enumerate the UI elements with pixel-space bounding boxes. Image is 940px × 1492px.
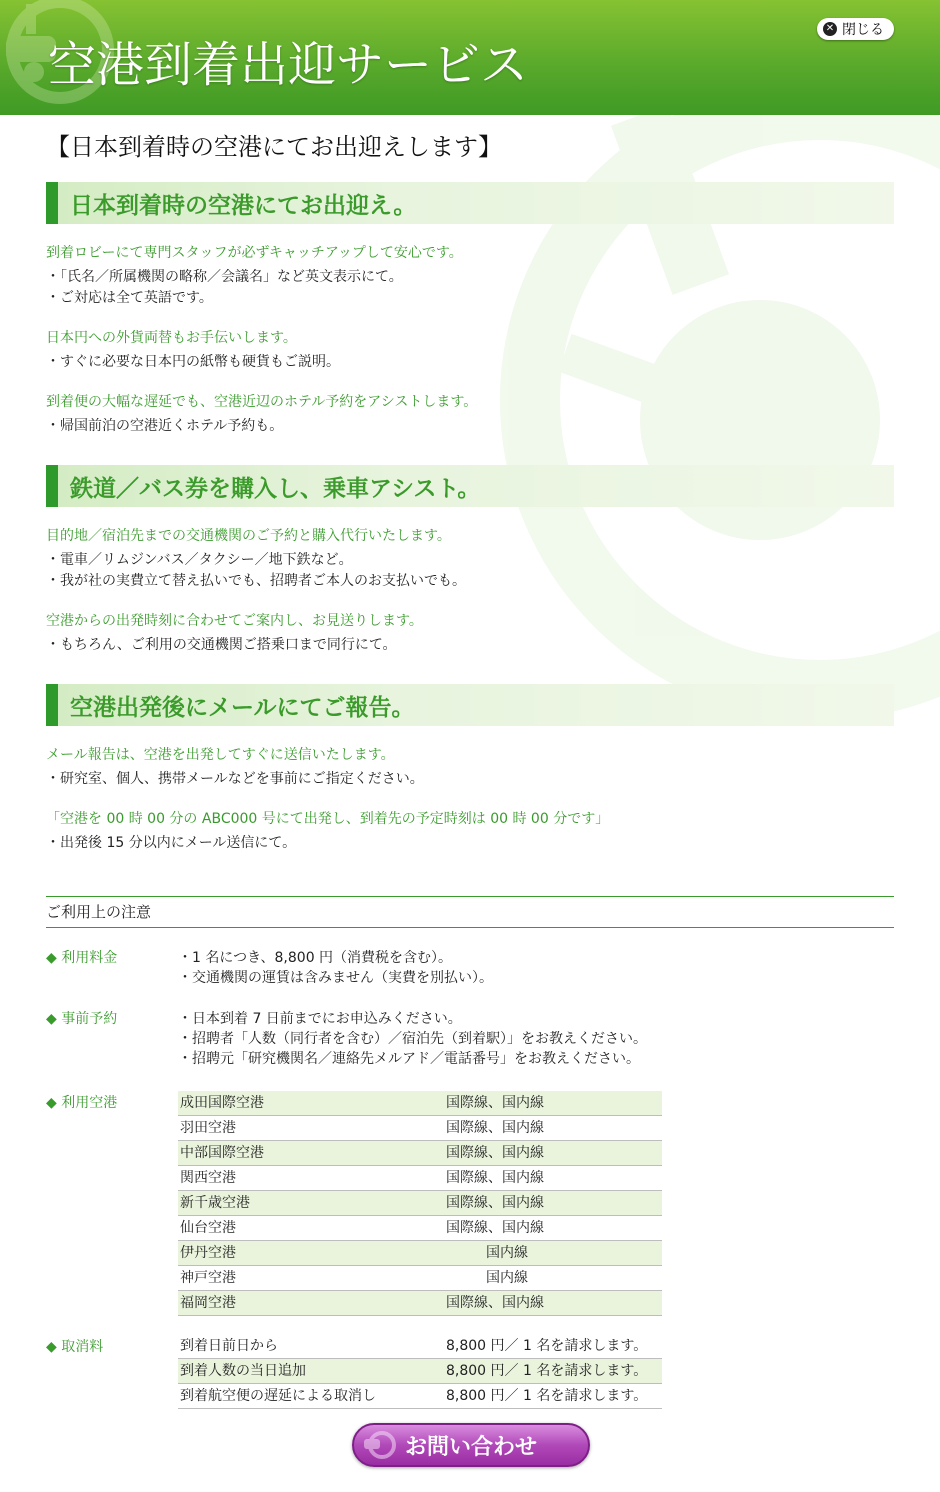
reservation-note	[46, 1009, 894, 1069]
airport-type: 国際線、国内線	[444, 1141, 662, 1166]
airport-type: 国際線、国内線	[444, 1291, 662, 1316]
section-item: ・帰国前泊の空港近くホテル予約も。	[46, 418, 284, 434]
table-row	[178, 1091, 662, 1116]
contact-button-label: お問い合わせ	[404, 1434, 537, 1460]
fee-line: ・1 名につき、8,800 円（消費税を含む）。	[178, 950, 453, 966]
cancel-case: 到着日前日から	[178, 1334, 444, 1359]
section-heading: 鉄道／バス券を購入し、乗車アシスト。	[46, 465, 894, 507]
section-item: ・もちろん、ご利用の交通機関ご搭乗口まで同行にて。	[46, 637, 397, 653]
table-row	[178, 1166, 662, 1191]
airport-name: 中部国際空港	[178, 1141, 444, 1166]
reservation-line: ・招聘者「人数（同行者を含む）／宿泊先（到着駅）」をお教えください。	[178, 1031, 647, 1047]
notes-title: ご利用上の注意	[46, 896, 894, 928]
table-row	[178, 1116, 662, 1141]
fee-label: ◆ 利用料金	[46, 950, 118, 966]
airport-name: 羽田空港	[178, 1116, 444, 1141]
cancel-case: 到着航空便の遅延による取消し	[178, 1384, 444, 1409]
section-lead: メール報告は、空港を出発してすぐに送信いたします。	[46, 747, 395, 763]
section-item: ・電車／リムジンバス／タクシー／地下鉄など。	[46, 552, 353, 568]
logo-emblem-icon	[360, 1429, 404, 1461]
table-row	[178, 1241, 662, 1266]
reservation-line: ・招聘元「研究機関名／連絡先メルアド／電話番号」をお教えください。	[178, 1051, 640, 1067]
reservation-line: ・日本到着 7 日前までにお申込みください。	[178, 1011, 462, 1027]
table-row	[178, 1291, 662, 1316]
close-button-label: 閉じる	[842, 22, 884, 38]
section-lead: 到着便の大幅な遅延でも、空港近辺のホテル予約をアシストします。	[46, 394, 478, 410]
airport-name: 新千歳空港	[178, 1191, 444, 1216]
airport-name: 仙台空港	[178, 1216, 444, 1241]
cancel-case: 到着人数の当日追加	[178, 1359, 444, 1384]
page-title: 空港到着出迎サービス	[48, 37, 529, 93]
section-lead: 日本円への外貨両替もお手伝いします。	[46, 330, 297, 346]
airport-type: 国内線	[444, 1266, 662, 1291]
section-item: ・すぐに必要な日本円の紙幣も硬貨もご説明。	[46, 354, 340, 370]
section-lead: 到着ロビーにて専門スタッフが必ずキャッチアップして安心です。	[46, 245, 463, 261]
section-lead: 空港からの出発時刻に合わせてご案内し、お見送りします。	[46, 613, 423, 629]
airport-type: 国際線、国内線	[444, 1191, 662, 1216]
section-item: ・出発後 15 分以内にメール送信にて。	[46, 835, 297, 851]
cancel-fee: 8,800 円／ 1 名を請求します。	[444, 1359, 662, 1384]
table-row	[178, 1384, 662, 1409]
cancel-fee: 8,800 円／ 1 名を請求します。	[444, 1334, 662, 1359]
cancel-label: ◆ 取消料	[46, 1339, 104, 1355]
close-button[interactable]	[817, 18, 894, 40]
airport-name: 関西空港	[178, 1166, 444, 1191]
contact-button[interactable]	[352, 1423, 590, 1467]
table-row	[178, 1216, 662, 1241]
table-row	[178, 1334, 662, 1359]
main-content	[46, 115, 894, 1409]
close-icon: ✕	[823, 22, 837, 36]
airports-label: ◆ 利用空港	[46, 1095, 118, 1111]
airports-table	[178, 1091, 662, 1316]
lead-title: 【日本到着時の空港にてお出迎えします】	[46, 133, 502, 161]
section-item: ・ご対応は全て英語です。	[46, 290, 213, 306]
section-item: ・研究室、個人、携帯メールなどを事前にご指定ください。	[46, 771, 424, 787]
contact-button-wrap	[352, 1423, 590, 1467]
fee-note	[46, 948, 894, 988]
table-row	[178, 1266, 662, 1291]
reservation-label: ◆ 事前予約	[46, 1011, 118, 1027]
page-header	[0, 0, 940, 115]
airport-name: 福岡空港	[178, 1291, 444, 1316]
section-heading: 空港出発後にメールにてご報告。	[46, 684, 894, 726]
airports-note	[46, 1091, 894, 1316]
section-heading: 日本到着時の空港にてお出迎え。	[46, 182, 894, 224]
section-lead: 「空港を 00 時 00 分の ABC000 号にて出発し、到着先の予定時刻は 00 時 00 分です」	[46, 811, 610, 827]
cancel-note	[46, 1334, 894, 1409]
airport-type: 国際線、国内線	[444, 1116, 662, 1141]
airport-name: 伊丹空港	[178, 1241, 444, 1266]
table-row	[178, 1191, 662, 1216]
table-row	[178, 1141, 662, 1166]
airport-type: 国内線	[444, 1241, 662, 1266]
table-row	[178, 1359, 662, 1384]
airport-name: 成田国際空港	[178, 1091, 444, 1116]
cancel-fee: 8,800 円／ 1 名を請求します。	[444, 1384, 662, 1409]
section-item: ・我が社の実費立て替え払いでも、招聘者ご本人のお支払いでも。	[46, 573, 466, 589]
airport-type: 国際線、国内線	[444, 1216, 662, 1241]
airport-type: 国際線、国内線	[444, 1166, 662, 1191]
section-lead: 目的地／宿泊先までの交通機関のご予約と購入代行いたします。	[46, 528, 451, 544]
cancel-table	[178, 1334, 662, 1409]
fee-line: ・交通機関の運賃は含みません（実費を別払い）。	[178, 970, 493, 986]
section-item: ・「氏名／所属機関の略称／会議名」など英文表示にて。	[46, 269, 403, 285]
airport-type: 国際線、国内線	[444, 1091, 662, 1116]
airport-name: 神戸空港	[178, 1266, 444, 1291]
